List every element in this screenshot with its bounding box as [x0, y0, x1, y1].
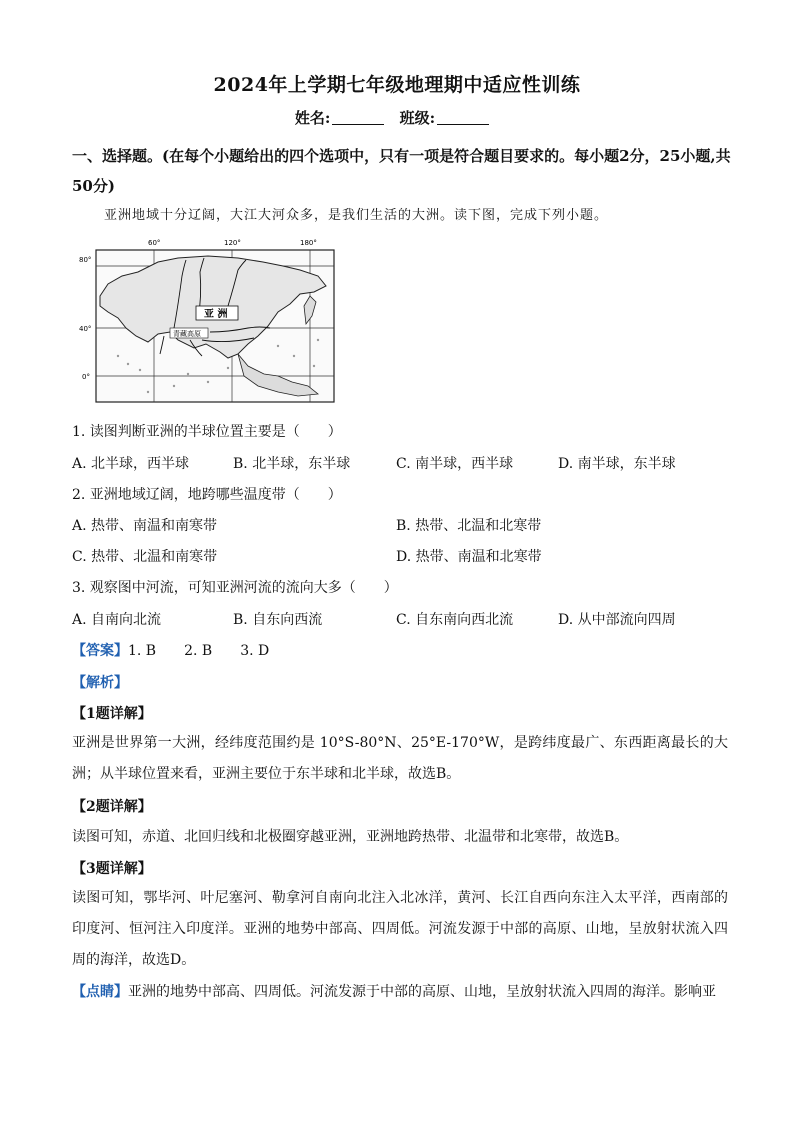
answer-label: 【答案】 — [72, 643, 128, 659]
page-title: 2024年上学期七年级地理期中适应性训练 — [213, 74, 581, 96]
lon-label: 60° — [148, 239, 161, 247]
map-region-label: 亚 洲 — [204, 309, 228, 320]
plateau-label: 青藏高原 — [173, 330, 201, 338]
asia-map — [78, 236, 340, 406]
tip-paragraph — [72, 977, 728, 1008]
question-intro: 亚洲地域十分辽阔，大江大河众多，是我们生活的大洲。读下图，完成下列小题。 — [104, 208, 609, 223]
q2-option-a[interactable]: A. 热带、南温和南寒带 — [72, 518, 218, 534]
q3-option-b[interactable]: B. 自东向西流 — [233, 612, 323, 628]
question-1-stem: 1. 读图判断亚洲的半球位置主要是（ ） — [72, 424, 342, 440]
q3-option-a[interactable]: A. 自南向北流 — [72, 612, 162, 628]
answer-line — [72, 640, 269, 660]
lon-label: 120° — [224, 239, 241, 247]
q3-option-c[interactable]: C. 自东南向西北流 — [396, 612, 514, 628]
q3-option-d[interactable]: D. 从中部流向四周 — [558, 612, 676, 628]
q1-option-a[interactable]: A. 北半球，西半球 — [72, 456, 190, 472]
lat-label: 40° — [79, 325, 92, 333]
name-blank[interactable] — [332, 124, 384, 125]
q1-option-d[interactable]: D. 南半球，东半球 — [558, 456, 676, 472]
name-label: 姓名: — [294, 109, 331, 127]
question-3-stem: 3. 观察图中河流，可知亚洲河流的流向大多（ ） — [72, 580, 398, 596]
detail-1-label: 【1题详解】 — [72, 706, 152, 722]
class-label: 班级: — [399, 109, 436, 127]
student-info — [0, 107, 794, 128]
class-blank[interactable] — [437, 124, 489, 125]
q1-option-c[interactable]: C. 南半球，西半球 — [396, 456, 514, 472]
detail-1-text: 亚洲是世界第一大洲，经纬度范围约是 10°S-80°N、25°E-170°W，是跨纬度最广、东西距离最长的大洲；从半球位置来看，亚洲主要位于东半球和北半球，故选B。 — [72, 735, 728, 782]
lon-label: 180° — [300, 239, 317, 247]
q2-option-d[interactable]: D. 热带、南温和北寒带 — [396, 549, 542, 565]
detail-2-text: 读图可知，赤道、北回归线和北极圈穿越亚洲，亚洲地跨热带、北温带和北寒带，故选B。 — [72, 829, 629, 845]
analysis-label: 【解析】 — [72, 675, 128, 691]
lat-label: 80° — [79, 256, 92, 264]
question-2-stem: 2. 亚洲地域辽阔，地跨哪些温度带（ ） — [72, 487, 342, 503]
q2-option-c[interactable]: C. 热带、北温和南寒带 — [72, 549, 218, 565]
detail-3-label: 【3题详解】 — [72, 861, 152, 877]
q2-option-b[interactable]: B. 热带、北温和北寒带 — [396, 518, 542, 534]
q1-option-b[interactable]: B. 北半球，东半球 — [233, 456, 351, 472]
detail-2-label: 【2题详解】 — [72, 799, 152, 815]
tip-text: 亚洲的地势中部高、四周低。河流发源于中部的高原、山地，呈放射状流入四周的海洋。影响亚 — [128, 984, 716, 1000]
answer-text: 1. B 2. B 3. D — [128, 643, 270, 659]
analysis-heading — [72, 672, 128, 692]
lat-label: 0° — [82, 373, 90, 381]
detail-3-text: 读图可知，鄂毕河、叶尼塞河、勒拿河自南向北注入北冰洋，黄河、长江自西向东注入太平洋，西南部的印度河、恒河注入印度洋。亚洲的地势中部高、四周低。河流发源于中部的高原、山地，呈放射状流入四周的海洋，故选D。 — [72, 890, 728, 968]
section-heading: 一、选择题。(在每个小题给出的四个选项中，只有一项是符合题目要求的。每小题2分，25小题,共50分) — [72, 147, 731, 195]
tip-label: 【点睛】 — [72, 984, 128, 1000]
